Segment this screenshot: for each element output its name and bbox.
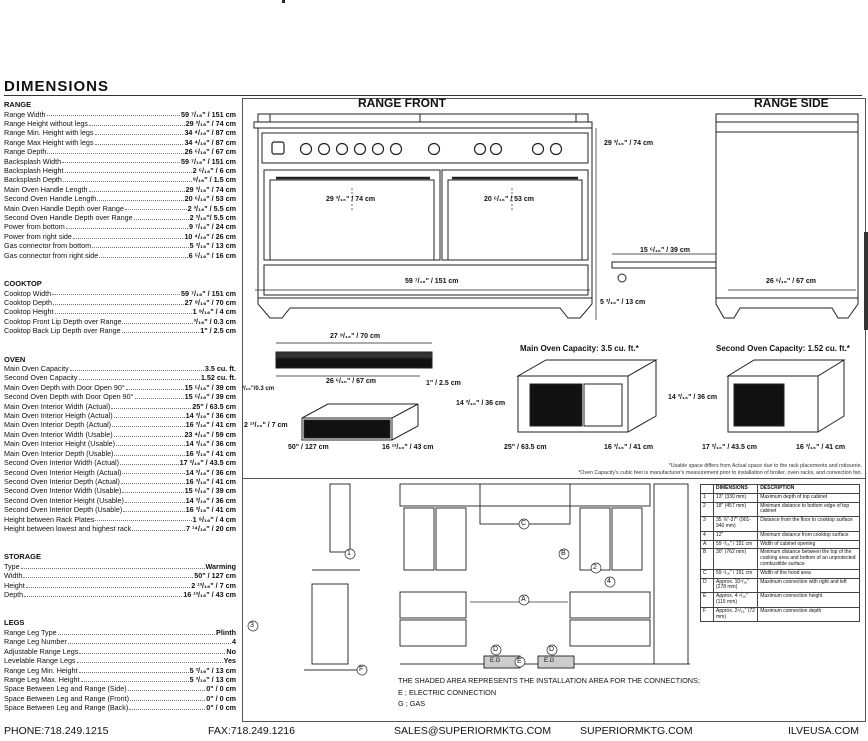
spec-label: Power from bottom	[4, 222, 65, 232]
dim-cooktop-depth: 27 ⁹/₁₆" / 70 cm	[330, 333, 381, 340]
spec-label: Main Oven Interior Width (Actual)	[4, 401, 111, 411]
eg-label-left: E.G	[490, 658, 501, 664]
spec-value: 2 ⁶/₁₆" / 6 cm	[192, 165, 236, 175]
table-row	[701, 502, 860, 517]
spec-label: Range Width	[4, 109, 46, 119]
spec-label: Gas connector from bottom	[4, 241, 92, 251]
spec-value: 4	[232, 637, 236, 647]
spec-label: Second Oven Interior Depth (Actual)	[4, 476, 120, 486]
spec-value: 23 ⁴/₁₆" / 59 cm	[184, 429, 236, 439]
spec-label: Main Oven Capacity	[4, 364, 69, 374]
table-header-description: DESCRIPTION	[758, 485, 860, 494]
table-row	[701, 607, 860, 622]
table-cell-desc: Width of cabinet opening	[758, 540, 860, 549]
spec-label: Second Oven Capacity	[4, 373, 78, 383]
callout-f: F	[359, 666, 364, 673]
table-cell-desc: Distance from the floor to cooktop surface	[758, 517, 860, 532]
spec-value: 20 ⁶/₁₆" / 53 cm	[184, 194, 236, 204]
spec-label: Range Height without legs	[4, 118, 88, 128]
spec-value: 17 ²/₁₆" / 43.5 cm	[179, 458, 236, 468]
usable-space-note: *Usable space differs from Actual space due to the rack placements and rotisserie.	[668, 463, 862, 469]
spec-label: Main Oven Interior Depth (Actual)	[4, 420, 112, 430]
spec-label: Space Between Leg and Range (Back)	[4, 703, 129, 713]
spec-label: Main Oven Interior Height (Usable)	[4, 439, 116, 449]
second-oven-width: 17 ²/₁₆" / 43.5 cm	[702, 444, 757, 451]
electric-note: E ; ELECTRIC CONNECTION	[398, 688, 497, 697]
spec-label: Space Between Leg and Range (Front)	[4, 693, 130, 703]
spec-value: Warming	[205, 561, 236, 571]
spec-value: 14 ³/₁₆" / 36 cm	[185, 439, 236, 449]
shaded-area-note: THE SHADED AREA REPRESENTS THE INSTALLATION AREA FOR THE CONNECTIONS;	[398, 676, 700, 685]
spec-label: Power from right side	[4, 231, 72, 241]
spec-label: Main Oven Handle Depth over Range	[4, 203, 124, 213]
spec-value: 1.52 cu. ft.	[200, 373, 236, 383]
spec-label: Cooktop Depth	[4, 297, 52, 307]
main-oven-title: Main Oven Capacity: 3.5 cu. ft.*	[520, 344, 639, 353]
table-cell-desc: Minimum distance from cooktop surface	[758, 531, 860, 540]
spec-label: Second Oven Interior Width (Actual)	[4, 458, 120, 468]
footer	[0, 725, 868, 741]
table-cell-id: 2	[701, 502, 714, 517]
spec-value: 1 ⁹/₁₆" / 4 cm	[192, 514, 236, 524]
storage-drawer-iso	[304, 420, 390, 438]
callout-3: 3	[250, 622, 254, 629]
footer-fax: FAX:718.249.1216	[208, 725, 295, 737]
range-front-title: RANGE FRONT	[358, 96, 446, 110]
spec-value: 9 ⁷/₁₆" / 24 cm	[189, 222, 236, 232]
spec-label: Height between Rack Plates	[4, 514, 95, 524]
oven-heading: OVEN	[4, 354, 26, 364]
spec-label: Main Oven Interior Heigth (Actual)	[4, 411, 113, 421]
spec-label: Type	[4, 561, 20, 571]
spec-value: ³/₁₆" / 0.3 cm	[193, 316, 236, 326]
spec-value: 50" / 127 cm	[194, 571, 236, 581]
spec-value: 0" / 0 cm	[206, 693, 236, 703]
table-cell-dim: 13" (330 mm)	[714, 493, 758, 502]
table-row	[701, 578, 860, 593]
table-row	[701, 593, 860, 608]
cooktop-grate	[258, 114, 588, 122]
table-cell-desc: Minimum distance between the top of the cooking area and bottom of an unprotected combustible surface	[758, 549, 860, 569]
cooktop-heading: COOKTOP	[4, 279, 42, 288]
table-row	[701, 531, 860, 540]
table-cell-desc: Minimum distance to bottom edge of top cabinet	[758, 502, 860, 517]
spec-label: Height between lowest and highest rack	[4, 523, 132, 533]
power-icon	[272, 142, 284, 154]
spec-value: 34 ⁴/₁₆" / 87 cm	[184, 137, 236, 147]
spec-label: Adjustable Range Legs	[4, 646, 79, 656]
spec-value: 16 ³/₁₆" / 41 cm	[185, 505, 236, 515]
table-cell-desc: Maximum connection with right and left	[758, 578, 860, 593]
spec-label: Second Oven Depth with Door Open 90°	[4, 392, 134, 402]
callout-1: 1	[347, 550, 351, 557]
spec-value: 16 ³/₁₆" / 41 cm	[185, 448, 236, 458]
spec-label: Depth	[4, 590, 24, 600]
table-cell-dim: Approx. 10⁷/₁₆" (278 mm)	[714, 578, 758, 593]
table-row	[701, 540, 860, 549]
spec-value: 6 ⁵/₁₆" / 16 cm	[188, 250, 236, 260]
dim-cooktop-inner: 26 ⁶/₁₆" / 67 cm	[326, 378, 376, 385]
dim-legs: 5 ³/₁₆" / 13 cm	[600, 299, 646, 306]
spec-label: Range Leg Min. Height	[4, 665, 78, 675]
spec-value: 59 ⁷/₁₆" / 151 cm	[181, 156, 236, 166]
dim-front-lip: ³/₁₆"/0.3 cm	[242, 386, 275, 392]
callout-d-right: D	[549, 646, 555, 653]
spec-value: 14 ³/₁₆" / 36 cm	[185, 467, 236, 477]
storage-heading: STORAGE	[4, 552, 41, 562]
table-cell-id: B	[701, 549, 714, 569]
spec-label: Backsplash Height	[4, 165, 64, 175]
table-cell-dim: Approx. 2⁵/₁₆" (72 mm)	[714, 607, 758, 622]
callout-2: 2	[593, 564, 597, 571]
spec-label: Backsplash Width	[4, 156, 62, 166]
second-oven-depth: 16 ³/₁₆" / 41 cm	[796, 444, 846, 451]
footer-site-superior[interactable]: SUPERIORMKTG.COM	[580, 725, 693, 737]
spec-label: Cooktop Height	[4, 307, 54, 317]
eg-label-right: E.G	[544, 658, 555, 664]
spec-value: 14 ³/₁₆" / 36 cm	[185, 495, 236, 505]
spec-value: 26 ⁶/₁₆" / 67 cm	[184, 147, 236, 157]
main-oven-door	[264, 170, 440, 260]
spec-value: 29 ³/₁₆" / 74 cm	[185, 118, 236, 128]
dim-depth: 26 ⁶/₁₆" / 67 cm	[766, 278, 816, 285]
spec-label: Second Oven Interior Width (Usable)	[4, 486, 122, 496]
spec-value: 59 ⁷/₁₆" / 151 cm	[181, 288, 236, 298]
spec-value: 16 ¹³/₁₆" / 43 cm	[183, 590, 236, 600]
table-cell-id: E	[701, 593, 714, 608]
spec-value: Yes	[223, 656, 236, 666]
spec-label: Range Depth	[4, 147, 47, 157]
spec-label: Second Oven Interior Heigth (Actual)	[4, 467, 122, 477]
table-cell-dim: 18" (457 mm)	[714, 502, 758, 517]
spec-label: Second Oven Interior Height (Usable)	[4, 495, 124, 505]
spec-value: 15 ⁵/₁₆" / 39 cm	[184, 392, 236, 402]
storage-width: 50" / 127 cm	[288, 444, 329, 451]
spec-label: Cooktop Width	[4, 288, 52, 298]
table-cell-id: A	[701, 540, 714, 549]
storage-depth: 16 ¹³/₁₆" / 43 cm	[382, 444, 434, 451]
spec-label: Range Leg Number	[4, 637, 67, 647]
dim-width: 59 ⁷/₁₆" / 151 cm	[405, 278, 459, 285]
capacity-note: *Oven Capacity's cubic feet is manufacturer's measurement prior to installation of broiler, oven racks, and convection fan.	[578, 470, 862, 476]
table-cell-id: 3	[701, 517, 714, 532]
table-cell-id: 1	[701, 493, 714, 502]
footer-phone: PHONE:718.249.1215	[4, 725, 109, 737]
second-oven-cavity	[734, 384, 784, 426]
table-cell-dim: 35 ⅞"-37" (901-940 mm)	[714, 517, 758, 532]
range-side-title: RANGE SIDE	[754, 96, 829, 110]
table-cell-dim: 59 ⁷/₁₆" / 151 cm	[714, 569, 758, 578]
spec-value: 10 ⁴/₁₆" / 26 cm	[184, 231, 236, 241]
spec-value: 0" / 0 cm	[206, 684, 236, 694]
callout-a: A	[521, 596, 526, 603]
footer-email[interactable]: SALES@SUPERIORMKTG.COM	[394, 725, 552, 737]
spec-value: 1 ⁹/₁₆" / 4 cm	[192, 307, 236, 317]
spec-value: No	[226, 646, 236, 656]
main-oven-depth: 16 ³/₁₆" / 41 cm	[604, 444, 654, 451]
footer-site-ilve[interactable]: ILVEUSA.COM	[788, 725, 859, 737]
callout-4: 4	[607, 578, 611, 585]
table-cell-id: D	[701, 578, 714, 593]
installation-table	[700, 484, 860, 622]
spec-value: 5 ³/₁₆" / 13 cm	[189, 675, 236, 684]
callout-c: C	[521, 520, 527, 527]
main-oven-height: 14 ³/₁₆" / 36 cm	[456, 400, 506, 407]
table-row	[701, 569, 860, 578]
spec-label: Main Oven Depth with Door Open 90°	[4, 382, 125, 392]
dim-height: 29 ³/₁₆" / 74 cm	[604, 140, 654, 147]
dim-back-lip: 1" / 2.5 cm	[426, 380, 461, 387]
gas-note: G ; GAS	[398, 699, 426, 708]
spec-value: 15 ⁵/₁₆" / 39 cm	[184, 382, 236, 392]
table-cell-dim: 12"	[714, 531, 758, 540]
page-title: DIMENSIONS	[4, 78, 110, 95]
spec-value: 3.5 cu. ft.	[204, 364, 236, 374]
main-oven-width: 25" / 63.5 cm	[504, 444, 547, 451]
spec-label: Second Oven Handle Length	[4, 194, 97, 204]
table-cell-dim: 30" (762 mm)	[714, 549, 758, 569]
spec-label: Space Between Leg and Range (Side)	[4, 684, 127, 694]
table-cell-id: C	[701, 569, 714, 578]
open-door	[612, 262, 716, 268]
spec-value: 14 ³/₁₆" / 36 cm	[185, 411, 236, 421]
spec-label: Main Oven Interior Depth (Usable)	[4, 448, 114, 458]
spec-label: Backsplash Depth	[4, 175, 62, 185]
callout-e: E	[517, 658, 522, 665]
spec-value: 2 ³/₁₆"/ 5.5 cm	[189, 212, 236, 222]
spec-label: Main Oven Handle Length	[4, 184, 88, 194]
spec-value: 15 ⁶/₁₆" / 39 cm	[184, 486, 236, 496]
table-row	[701, 517, 860, 532]
spec-label: Width	[4, 571, 23, 581]
control-knobs	[272, 142, 562, 155]
spec-label: Cooktop Front Lip Depth over Range	[4, 316, 122, 326]
hood-area	[480, 484, 570, 524]
second-oven-title: Second Oven Capacity: 1.52 cu. ft.*	[716, 344, 850, 353]
storage-height: 2 ¹³/₁₆" / 7 cm	[244, 422, 288, 429]
spec-label: Second Oven Handle Depth over Range	[4, 212, 133, 222]
table-cell-desc: Maximum connection depth	[758, 607, 860, 622]
spec-value: 59 ⁷/₁₆" / 151 cm	[181, 109, 236, 119]
callout-d-left: D	[493, 646, 499, 653]
spec-label: Cooktop Back Lip Depth over Range	[4, 326, 121, 336]
spec-value: 1" / 2.5 cm	[200, 326, 236, 336]
second-oven-height: 14 ³/₁₆" / 36 cm	[668, 394, 718, 401]
spec-label: Range Min. Height with legs	[4, 128, 94, 138]
legs-heading: LEGS	[4, 618, 25, 628]
spec-label: Range Leg Max. Height	[4, 675, 80, 684]
main-oven-cavity	[530, 384, 582, 426]
table-cell-desc: Maximum depth of top cabinet	[758, 493, 860, 502]
dim-door-open: 15 ⁶/₁₆" / 39 cm	[640, 247, 690, 254]
spec-value: Plinth	[216, 627, 236, 637]
spec-value: 25" / 63.5 cm	[192, 401, 236, 411]
spec-value: 16 ³/₁₆" / 41 cm	[185, 420, 236, 430]
spec-label: Height	[4, 580, 25, 590]
spec-label: Levelable Range Legs	[4, 656, 76, 666]
spec-value: 16 ³/₁₆" / 41 cm	[185, 476, 236, 486]
range-side-body	[716, 132, 858, 298]
table-cell-id: 4	[701, 531, 714, 540]
spec-label: Main Oven Interior Width (Usable)	[4, 429, 113, 439]
table-row	[701, 493, 860, 502]
spec-value: 34 ⁴/₁₆" / 87 cm	[184, 128, 236, 138]
spec-value: 27 ⁹/₁₆" / 70 cm	[184, 297, 236, 307]
spec-value: 29 ³/₁₆" / 74 cm	[185, 184, 236, 194]
spec-label: Range Max Height with legs	[4, 137, 94, 147]
table-cell-desc: Width of the hood area	[758, 569, 860, 578]
plinth-legs	[258, 298, 592, 318]
spec-label: Gas connector from right side	[4, 250, 99, 260]
table-row	[701, 549, 860, 569]
dim-main-handle: 29 ³/₁₆" / 74 cm	[326, 196, 376, 203]
spec-label: Second Oven Interior Depth (Usable)	[4, 505, 123, 515]
table-cell-desc: Maximum connection height	[758, 593, 860, 608]
spec-value: 5 ³/₁₆" / 13 cm	[189, 665, 236, 675]
table-cell-id: F	[701, 607, 714, 622]
table-header-dimensions: DIMENSIONS	[714, 485, 758, 494]
table-cell-dim: 59 ⁷/₁₆" / 151 cm	[714, 540, 758, 549]
range-heading: RANGE	[4, 100, 32, 109]
spec-label: Range Leg Type	[4, 627, 57, 637]
table-cell-dim: Approx. 4 ⁹/₁₆" (115 mm)	[714, 593, 758, 608]
spec-value: 2 ³/₁₆" / 5.5 cm	[187, 203, 236, 213]
spec-value: ⁹/₁₆" / 1.5 cm	[192, 175, 236, 185]
cooktop-profile	[276, 352, 432, 358]
second-oven-door	[442, 170, 588, 260]
spec-value: 7 ¹⁴/₁₆" / 20 cm	[186, 523, 236, 533]
spec-value: 2 ¹³/₁₆" / 7 cm	[191, 580, 236, 590]
spec-value: 0" / 0 cm	[206, 703, 236, 713]
dim-second-handle: 20 ⁶/₁₆" / 53 cm	[484, 196, 534, 203]
callout-b: B	[561, 550, 566, 557]
spec-value: 5 ³/₁₆" / 13 cm	[189, 241, 236, 251]
